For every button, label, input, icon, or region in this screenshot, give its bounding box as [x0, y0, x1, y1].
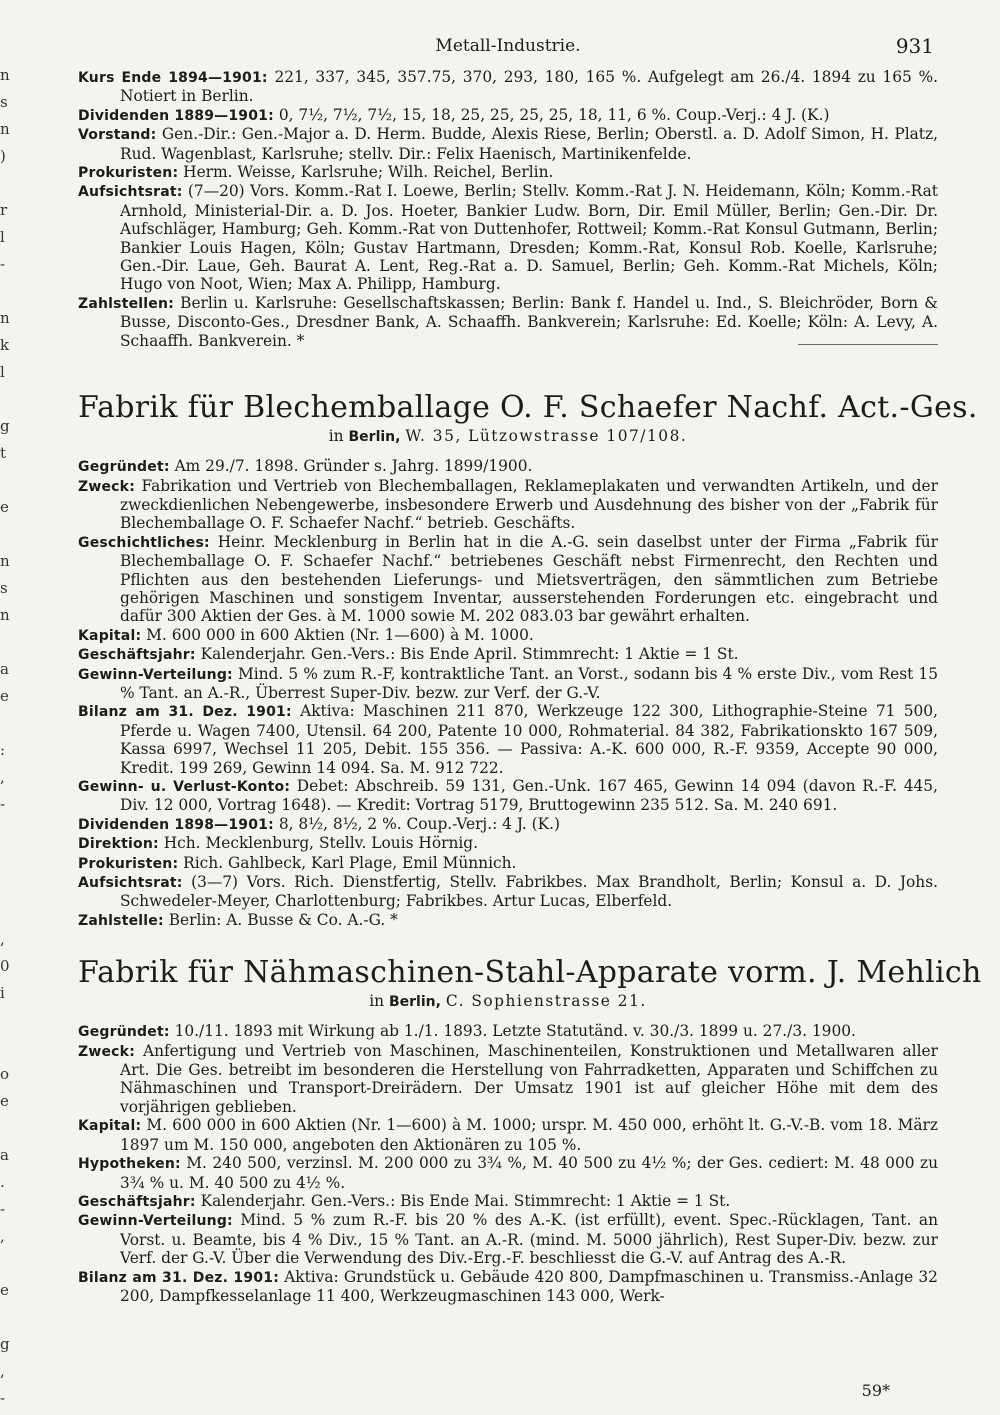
address-street: W. 35, Lützowstrasse 107/108.: [405, 427, 688, 446]
entry-field: [78, 1042, 938, 1117]
field-text: Berlin: A. Busse & Co. A.-G. *: [168, 910, 398, 929]
entry-field: [78, 125, 938, 163]
margin-fragment: [0, 843, 14, 870]
margin-fragment: [0, 384, 14, 411]
field-label: Aufsichtsrat:: [78, 184, 183, 201]
field-text: 0, 7½, 7½, 7½, 15, 18, 25, 25, 25, 25, 18, 11, 6 %. Coup.-Verj.: 4 J. (K.): [278, 105, 830, 124]
entry-field: [78, 182, 938, 293]
field-text: M. 240 500, verzinsl. M. 200 000 zu 3¾ %, M. 40 500 zu 4½ %; der Ges. cediert: M. 48 000 zu 3¾ % u. M. 40 500 zu 4½ %.: [120, 1154, 938, 1192]
address-city: Berlin,: [388, 994, 441, 1011]
margin-fragment: n: [0, 309, 10, 327]
margin-fragment: -: [0, 795, 6, 813]
margin-fragment: a: [0, 660, 9, 678]
field-label: Zahlstellen:: [78, 295, 174, 312]
field-text: Fabrikation und Vertrieb von Blechemballagen, Reklameplakaten und verwandten Artikeln, und der zweckdienlichen Nebengewerbe, insbesondere Erwerb und Ausdehnung des bisher von der „Fabrik für Blechemballage O. F. Schaefer Nachf.“ betrieb. Geschäfts.: [120, 476, 938, 533]
margin-fragment: [0, 519, 14, 546]
margin-fragment: ,: [0, 1227, 5, 1245]
entry-field: [78, 1022, 938, 1041]
entry-field: [78, 626, 938, 645]
field-text: Herm. Weisse, Karlsruhe; Wilh. Reichel, Berlin.: [183, 163, 554, 182]
field-text: Am 29./7. 1898. Gründer s. Jahrg. 1899/1900.: [174, 457, 533, 476]
entry-field: [78, 163, 938, 182]
field-label: Gewinn- u. Verlust-Konto:: [78, 779, 291, 795]
margin-fragment: i: [0, 984, 5, 1002]
company-title: Fabrik für Blechemballage O. F. Schaefer Nachf. Act.-Ges.: [78, 390, 978, 426]
margin-fragment: e: [0, 498, 9, 516]
address-street: C. Sophienstrasse 21.: [445, 992, 647, 1011]
field-text: Aktiva: Grundstück u. Gebäude 420 800, Dampfmaschinen u. Transmiss.-Anlage 32 200, Dampfkesselanlage 11 400, Werkzeugmaschinen 143 000, Werk-: [120, 1267, 938, 1305]
field-text: Gen.-Dir.: Gen.-Major a. D. Herm. Budde, Alexis Riese, Berlin; Oberstl. a. D. Adolf Simon, H. Platz, Rud. Wagenblast, Karlsruhe; stellv. Dir.: Felix Haenisch, Martinikenfelde.: [120, 125, 938, 163]
entry-field: [78, 854, 938, 873]
page-number: 931: [895, 34, 934, 58]
margin-fragment: t: [0, 444, 7, 462]
margin-fragment: -: [0, 255, 6, 273]
margin-fragment: n: [0, 606, 10, 624]
margin-fragment: l: [0, 363, 5, 381]
field-label: Gewinn-Verteilung:: [78, 666, 233, 683]
margin-fragment: [0, 1113, 14, 1140]
entry-field: [78, 1154, 938, 1192]
field-label: Hypotheken:: [78, 1156, 181, 1173]
entry-field: [78, 294, 938, 350]
entry-field: [78, 106, 938, 125]
margin-fragment: :: [0, 741, 6, 759]
field-label: Gegründet:: [78, 1024, 170, 1041]
field-text: Berlin u. Karlsruhe: Gesellschaftskassen; Berlin: Bank f. Handel u. Ind., S. Bleichröder, Born & Busse, Disconto-Ges., Dresdner Bank, A. Schaaffh. Bankverein; Karlsruhe: Ed. Koelle; Köln: A. Levy, A. Schaaffh. Bankverein. *: [120, 293, 938, 350]
field-label: Geschichtliches:: [78, 534, 210, 551]
entry-field: [78, 911, 938, 930]
field-label: Geschäftsjahr:: [78, 1193, 196, 1210]
margin-fragment: o: [0, 1065, 10, 1083]
document-page: [78, 34, 982, 1305]
company-entry-blechemballage: [78, 390, 978, 930]
margin-fragment: g: [0, 1335, 10, 1353]
running-title: Metall-Industrie.: [435, 36, 581, 56]
entry-field: [78, 665, 938, 703]
margin-fragment: 0: [0, 957, 10, 975]
field-text: M. 600 000 in 600 Aktien (Nr. 1—600) à M. 1000.: [146, 625, 534, 644]
margin-fragment: -: [0, 1389, 6, 1407]
field-text: Kalenderjahr. Gen.-Vers.: Bis Ende Mai. Stimmrecht: 1 Aktie = 1 St.: [200, 1191, 731, 1210]
margin-fragment: n: [0, 552, 10, 570]
entry-field: [78, 873, 938, 911]
entry-field: [78, 1268, 938, 1306]
entry-field: [78, 645, 938, 664]
margin-fragment: [0, 816, 14, 843]
margin-fragment: [0, 627, 14, 654]
field-label: Zweck:: [78, 478, 135, 495]
margin-fragment: r: [0, 201, 8, 219]
field-label: Zweck:: [78, 1043, 135, 1060]
company-address: [78, 427, 938, 445]
field-text: Aktiva: Maschinen 211 870, Werkzeuge 122 300, Lithographie-Steine 71 500, Pferde u. Wagen 7400, Utensil. 64 200, Patente 10 000, Rohmaterial. 84 382, Fabrikationskto 167 509, Kassa 6997, Wechsel 11 205, Debit. 155 356. — Passiva: A.-K. 600 000, R.-F. 9359, Accepte 90 000, Kredit. 199 269, Gewinn 14 094. Sa. M. 912 722.: [120, 702, 938, 777]
margin-fragment: .: [0, 1173, 5, 1191]
field-text: Anfertigung und Vertrieb von Maschinen, Maschinenteilen, Konstruktionen und Metallwaren aller Art. Die Ges. betreibt im besonderen die Herstellung von Fahrradketten, Apparaten und Schiffchen zu Nähmaschinen und Transport-Dreirädern. Der Umsatz 1901 ist auf gleicher Höhe mit dem des vorjährigen geblieben.: [120, 1041, 938, 1116]
entry-field: [78, 834, 938, 853]
field-label: Direktion:: [78, 836, 159, 853]
field-text: Mind. 5 % zum R.-F, kontraktliche Tant. an Vorst., sodann bis 4 % erste Div., vom Rest 15 % Tant. an A.-R., Überrest Super-Div. bezw. zur Verf. der G.-V.: [120, 664, 938, 702]
entry-field: [78, 1116, 938, 1154]
margin-fragment: ,: [0, 930, 5, 948]
company-fields: [78, 1022, 938, 1305]
field-text: Heinr. Mecklenburg in Berlin hat in die A.-G. sein daselbst unter der Firma „Fabrik für Blechemballage O. F. Schaefer Nachf.“ betriebenes Geschäft nebst Firmenrecht, den Rechten und Pflichten aus den bestehenden Lieferungs- und Mietsverträgen, den sämmtlichen zum Betriebe gehörigen Maschinen und sonstigem Inventar, ausserstehenden Forderungen etc. eingebracht und dafür 300 Aktien der Ges. à M. 1000 sowie M. 202 083.03 bar gewährt erhalten.: [120, 532, 938, 626]
margin-fragment: [0, 1248, 14, 1275]
field-label: Zahlstelle:: [78, 912, 164, 929]
entry-end-rule: [798, 344, 938, 359]
margin-fragment: e: [0, 1092, 9, 1110]
field-label: Bilanz am 31. Dez. 1901:: [78, 1269, 279, 1286]
company-address: [78, 992, 938, 1010]
entry-field: [78, 702, 938, 777]
margin-fragment: n: [0, 120, 10, 138]
company-fields: [78, 457, 938, 930]
field-label: Kurs Ende 1894—1901:: [78, 70, 268, 86]
margin-fragment: ,: [0, 768, 5, 786]
company-title: Fabrik für Nähmaschinen-Stahl-Apparate vorm. J. Mehlich: [78, 955, 982, 991]
left-margin-fragments: [0, 60, 14, 1410]
field-text: M. 600 000 in 600 Aktien (Nr. 1—600) à M. 1000; urspr. M. 450 000, erhöht lt. G.-V.-B. vom 18. März 1897 um M. 150 000, angeboten den Aktionären zu 105 %.: [120, 1116, 938, 1154]
margin-fragment: s: [0, 579, 8, 597]
field-label: Dividenden 1889—1901:: [78, 107, 274, 124]
entry-field: [78, 1211, 938, 1267]
field-text: (3—7) Vors. Rich. Dienstfertig, Stellv. Fabrikbes. Max Brandholt, Berlin; Konsul a. D. Johs. Schwedeler-Meyer, Charlottenburg; Fabrikbes. Artur Lucas, Elberfeld.: [120, 873, 938, 911]
previous-entry: [78, 68, 938, 350]
field-label: Kapital:: [78, 627, 142, 644]
margin-fragment: [0, 1032, 14, 1059]
field-text: Rich. Gahlbeck, Karl Plage, Emil Münnich.: [183, 853, 517, 872]
margin-fragment: e: [0, 687, 9, 705]
margin-fragment: [0, 168, 14, 195]
page-header: [78, 34, 938, 68]
signature-mark: 59*: [861, 1381, 890, 1400]
margin-fragment: k: [0, 336, 10, 354]
margin-fragment: [0, 897, 14, 924]
field-text: 8, 8½, 8½, 2 %. Coup.-Verj.: 4 J. (K.): [278, 814, 561, 833]
field-label: Prokuristen:: [78, 855, 179, 872]
margin-fragment: [0, 708, 14, 735]
field-text: 10./11. 1893 mit Wirkung ab 1./1. 1893. Letzte Statutänd. v. 30./3. 1899 u. 27./3. 1900.: [174, 1022, 856, 1041]
field-label: Geschäftsjahr:: [78, 647, 196, 664]
field-text: Hch. Mecklenburg, Stellv. Louis Hörnig.: [163, 834, 479, 853]
margin-fragment: [0, 870, 14, 897]
field-text: 221, 337, 345, 357.75, 370, 293, 180, 165 %. Aufgelegt am 26./4. 1894 zu 165 %. Notiert in Berlin.: [120, 68, 938, 106]
field-text: (7—20) Vors. Komm.-Rat I. Loewe, Berlin; Stellv. Komm.-Rat J. N. Heidemann, Köln; Komm.-Rat Arnhold, Ministerial-Dir. a. D. Jos. Hoeter, Bankier Ludw. Born, Dir. Emil Müller, Berlin; Gen.-Dir. Dr. Aufschläger, Hamburg; Geh. Komm.-Rat von Duttenhofer, Rottweil; Komm.-Rat Konsul Gutmann, Berlin; Bankier Louis Hagen, Köln; Gustav Hartmann, Dresden; Komm.-Rat, Konsul Rob. Koelle, Karlsruhe; Gen.-Dir. Laue, Geh. Baurat A. Lent, Reg.-Rat a. D. Samuel, Berlin; Geh. Komm.-Rat Michels, Köln; Hugo von Noot, Wien; Max A. Philipp, Hamburg.: [120, 182, 938, 294]
margin-fragment: -: [0, 1200, 6, 1218]
address-in: in: [369, 992, 385, 1011]
field-text: Mind. 5 % zum R.-F. bis 20 % des A.-K. (ist erfüllt), event. Spec.-Rücklagen, Tant. an Vorst. u. Beamte, bis 4 % Div., 15 % Tant. an A.-R. (mind. M. 5000 jährlich), Rest Super-Div. bezw. zur Verf. der G.-V. Über die Verwendung des Div.-Erg.-F. beschliesst die G.-V. auf Antrag des A.-R.: [120, 1211, 938, 1268]
margin-fragment: a: [0, 1146, 9, 1164]
field-label: Vorstand:: [78, 127, 157, 144]
margin-fragment: ,: [0, 1362, 5, 1380]
field-label: Gewinn-Verteilung:: [78, 1213, 233, 1230]
entry-field: [78, 777, 938, 815]
margin-fragment: [0, 276, 14, 303]
address-in: in: [328, 427, 344, 446]
margin-fragment: [0, 1302, 14, 1329]
field-label: Aufsichtsrat:: [78, 875, 183, 892]
entry-field: [78, 815, 938, 834]
entry-field: [78, 1192, 938, 1211]
entry-field: [78, 477, 938, 533]
field-text: Kalenderjahr. Gen.-Vers.: Bis Ende April. Stimmrecht: 1 Aktie = 1 St.: [200, 645, 739, 664]
company-entry-naehmaschinen: [78, 955, 982, 1305]
margin-fragment: g: [0, 417, 10, 435]
field-label: Bilanz am 31. Dez. 1901:: [78, 704, 292, 721]
field-label: Kapital:: [78, 1118, 142, 1135]
margin-fragment: s: [0, 93, 8, 111]
entry-field: [78, 533, 938, 626]
field-label: Prokuristen:: [78, 165, 179, 182]
margin-fragment: [0, 465, 14, 492]
margin-fragment: [0, 1005, 14, 1032]
margin-fragment: ): [0, 147, 6, 165]
entry-field: [78, 68, 938, 106]
address-city: Berlin,: [348, 429, 401, 446]
field-label: Gegründet:: [78, 459, 170, 476]
entry-field: [78, 457, 938, 476]
margin-fragment: n: [0, 66, 10, 84]
field-text: Debet: Abschreib. 59 131, Gen.-Unk. 167 465, Gewinn 14 094 (davon R.-F. 445, Div. 12 000, Vortrag 1648). — Kredit: Vortrag 5179, Bruttogewinn 235 512. Sa. M. 240 691.: [120, 777, 938, 815]
margin-fragment: e: [0, 1281, 9, 1299]
margin-fragment: l: [0, 228, 5, 246]
field-label: Dividenden 1898—1901:: [78, 816, 274, 833]
